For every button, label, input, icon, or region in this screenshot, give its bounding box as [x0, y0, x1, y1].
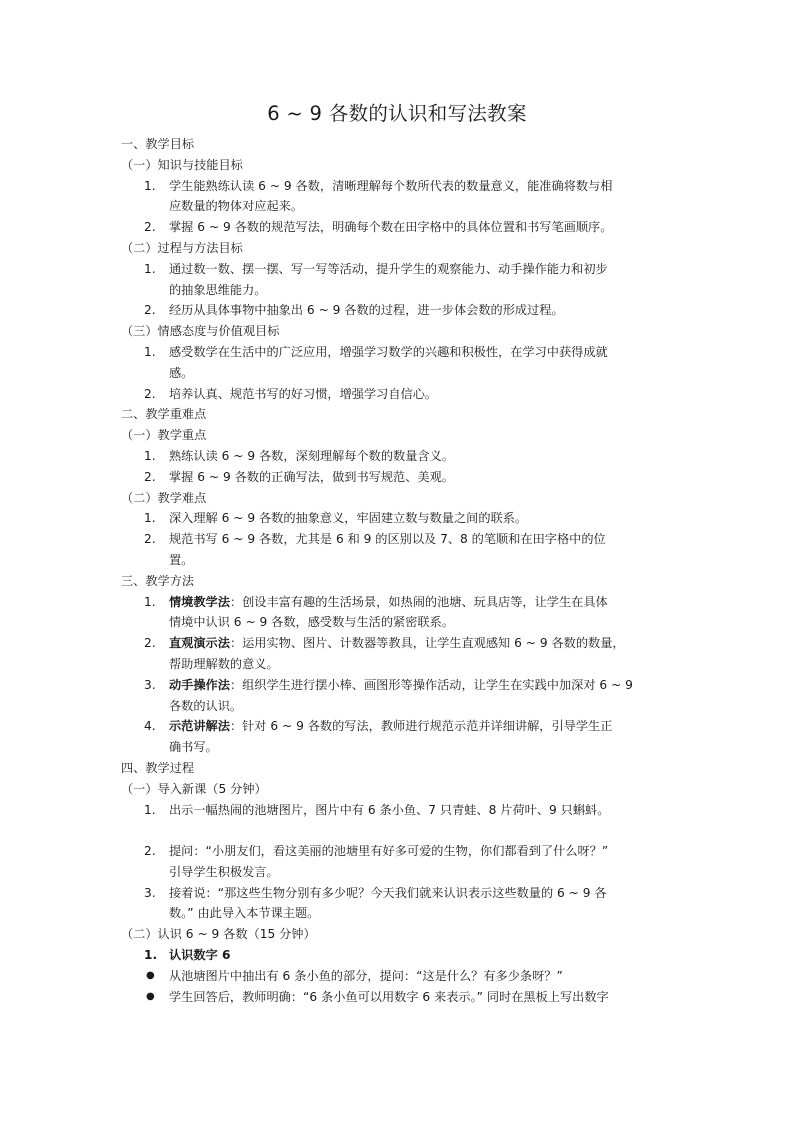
- list-item-text: 通过数一数、摆一摆、写一写等活动，提升学生的观察能力、动手操作能力和初步: [169, 261, 608, 276]
- list-number: 1.: [144, 344, 156, 359]
- list-number: 2.: [144, 220, 156, 235]
- list-item-text: 各数的认识。: [169, 698, 243, 713]
- list-item-text: ：组织学生进行摆小棒、画图形等操作活动，让学生在实践中加深对 6 ~ 9: [229, 677, 633, 692]
- list-item: [0, 800, 794, 821]
- list-item-text: 感受数学在生活中的广泛应用，增强学习数学的兴趣和积极性，在学习中获得成就: [169, 344, 608, 359]
- list-number: 1.: [144, 511, 156, 526]
- section-heading-objectives: 一、教学目标: [121, 137, 195, 151]
- method-name: 情境教学法: [169, 594, 230, 609]
- list-item-text: 数。” 由此导入本节课主题。: [169, 906, 320, 921]
- subsection-heading-process-method: （二）过程与方法目标: [121, 240, 243, 255]
- list-item: [0, 259, 794, 301]
- subsection-heading-recognize: （二）认识 6 ~ 9 各数（15 分钟）: [121, 927, 316, 942]
- list-item-text: 经历从具体事物中抽象出 6 ~ 9 各数的过程，进一步体会数的形成过程。: [169, 303, 564, 318]
- method-name: 示范讲解法: [169, 719, 230, 734]
- list-item: [0, 841, 794, 883]
- list-item-text: 的抽象思维能力。: [169, 282, 267, 297]
- list-item: [0, 384, 794, 405]
- list-number: 2.: [144, 844, 156, 859]
- list-item: [0, 508, 794, 529]
- list-item-text: 掌握 6 ~ 9 各数的正确写法，做到书写规范、美观。: [169, 469, 454, 484]
- list-item-text: 应数量的物体对应起来。: [169, 199, 304, 214]
- method-name: 动手操作法: [169, 677, 230, 692]
- list-number: 2.: [144, 303, 156, 318]
- list-number: 2.: [144, 386, 156, 401]
- list-item: [0, 633, 794, 675]
- bullet-item: [0, 966, 794, 987]
- list-item-text: 熟练认读 6 ~ 9 各数，深刻理解每个数的数量含义。: [169, 448, 454, 463]
- list-number: 1.: [144, 594, 156, 609]
- bullet-item-text: 从池塘图片中抽出有 6 条小鱼的部分，提问：“这是什么？有多少条呀？”: [169, 968, 563, 983]
- list-item: [0, 945, 794, 966]
- spacer: [0, 820, 794, 841]
- list-item: [0, 446, 794, 467]
- list-item-text: 规范书写 6 ~ 9 各数，尤其是 6 和 9 的区别以及 7、8 的笔顺和在田字格中的位: [169, 532, 606, 547]
- list-item-text: 情境中认识 6 ~ 9 各数，感受数与生活的紧密联系。: [169, 615, 454, 630]
- sub-topic-title: 认识数字 6: [169, 948, 231, 963]
- subsection-heading-knowledge-skills: （一）知识与技能目标: [121, 157, 243, 172]
- section-heading-key-points: 二、教学重难点: [121, 407, 207, 422]
- list-item-text: 引导学生积极发言。: [169, 864, 279, 879]
- list-number: 2.: [144, 532, 156, 547]
- list-number: 2.: [144, 469, 156, 484]
- subsection-heading-difficulty: （二）教学难点: [121, 490, 207, 505]
- list-item-text: 培养认真、规范书写的好习惯，增强学习自信心。: [169, 386, 438, 401]
- bullet-icon: ●: [146, 990, 155, 1002]
- subsection-heading-focus: （一）教学重点: [121, 428, 207, 443]
- list-number: 1.: [144, 178, 156, 193]
- list-item: [0, 300, 794, 321]
- document-body: [0, 134, 794, 1007]
- list-number: 1.: [144, 802, 156, 817]
- list-item: [0, 883, 794, 925]
- list-number: 1.: [144, 448, 156, 463]
- list-item-text: ：创设丰富有趣的生活场景，如热闹的池塘、玩具店等，让学生在具体: [229, 594, 608, 609]
- list-item-text: ：运用实物、图片、计数器等教具，让学生直观感知 6 ~ 9 各数的数量，: [229, 636, 625, 651]
- subsection-heading-intro: （一）导入新课（5 分钟）: [121, 781, 267, 796]
- list-item-text: 学生能熟练认读 6 ~ 9 各数，清晰理解每个数所代表的数量意义，能准确将数与相: [169, 178, 613, 193]
- list-item-text: 提问：“小朋友们，看这美丽的池塘里有好多可爱的生物，你们都看到了什么呀？”: [169, 844, 609, 859]
- list-number: 3.: [144, 677, 156, 692]
- list-number: 3.: [144, 885, 156, 900]
- bullet-icon: ●: [146, 969, 155, 981]
- list-item: [0, 217, 794, 238]
- subsection-heading-attitude-values: （三）情感态度与价值观目标: [121, 324, 280, 339]
- list-item: [0, 592, 794, 634]
- list-item-text: 出示一幅热闹的池塘图片，图片中有 6 条小鱼、7 只青蛙、8 片荷叶、9 只蝌蚪。: [169, 802, 610, 817]
- list-item: [0, 716, 794, 758]
- list-item-text: 掌握 6 ~ 9 各数的规范写法，明确每个数在田字格中的具体位置和书写笔画顺序。: [169, 220, 613, 235]
- list-number: 1.: [144, 948, 158, 963]
- document-title: 6 ~ 9 各数的认识和写法教案: [267, 102, 527, 125]
- list-number: 2.: [144, 636, 156, 651]
- list-number: 1.: [144, 261, 156, 276]
- section-heading-process: 四、教学过程: [121, 760, 195, 775]
- method-name: 直观演示法: [169, 636, 230, 651]
- list-number: 4.: [144, 719, 156, 734]
- bullet-item: [0, 987, 794, 1008]
- list-item: [0, 675, 794, 717]
- list-item-text: 帮助理解数的意义。: [169, 656, 279, 671]
- list-item-text: ：针对 6 ~ 9 各数的写法，教师进行规范示范并详细讲解，引导学生正: [229, 719, 613, 734]
- list-item-text: 确书写。: [169, 740, 218, 755]
- list-item: [0, 342, 794, 384]
- list-item-text: 接着说：“那这些生物分别有多少呢？今天我们就来认识表示这些数量的 6 ~ 9 各: [169, 885, 607, 900]
- list-item-text: 置。: [169, 552, 194, 567]
- section-heading-methods: 三、教学方法: [121, 573, 195, 588]
- bullet-item-text: 学生回答后，教师明确：“6 条小鱼可以用数字 6 来表示。” 同时在黑板上写出数字: [169, 989, 609, 1004]
- list-item: [0, 467, 794, 488]
- list-item: [0, 529, 794, 571]
- list-item-text: 感。: [169, 365, 194, 380]
- list-item-text: 深入理解 6 ~ 9 各数的抽象意义，牢固建立数与数量之间的联系。: [169, 511, 528, 526]
- list-item: [0, 176, 794, 218]
